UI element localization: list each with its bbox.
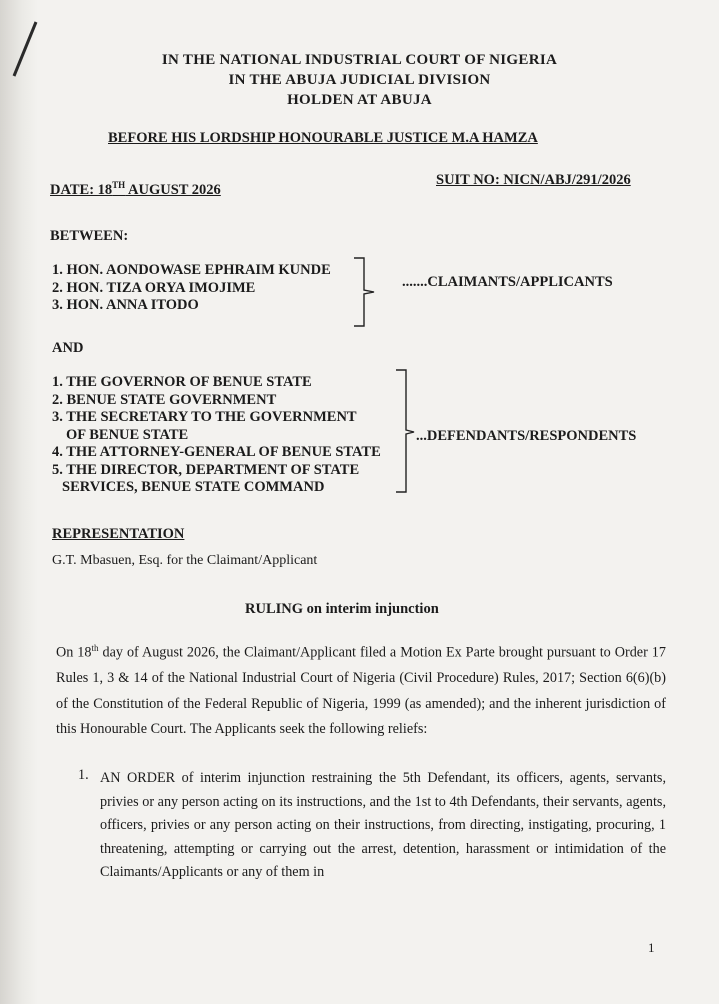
date-ordinal: TH bbox=[112, 180, 126, 190]
representation-heading: REPRESENTATION bbox=[52, 526, 185, 542]
date-month-year: AUGUST 2026 bbox=[125, 181, 221, 198]
court-holden: HOLDEN AT ABUJA bbox=[287, 92, 432, 108]
defendant-3-cont: OF BENUE STATE bbox=[66, 426, 189, 443]
before-justice: BEFORE HIS LORDSHIP HONOURABLE JUSTICE M.A HAMZA bbox=[108, 130, 538, 146]
claimants-role: .......CLAIMANTS/APPLICANTS bbox=[402, 274, 613, 290]
suit-number: SUIT NO: NICN/ABJ/291/2026 bbox=[436, 172, 631, 188]
pen-stroke-mark bbox=[6, 20, 40, 80]
defendant-3: 3. THE SECRETARY TO THE GOVERNMENT bbox=[52, 409, 357, 425]
hearing-date bbox=[50, 180, 221, 199]
defendant-5-cont: SERVICES, BENUE STATE COMMAND bbox=[62, 479, 325, 495]
claimants-brace bbox=[352, 256, 382, 330]
claimant-1: 1. HON. AONDOWASE EPHRAIM KUNDE bbox=[52, 262, 331, 278]
defendant-2: 2. BENUE STATE GOVERNMENT bbox=[52, 391, 277, 408]
page-number: 1 bbox=[648, 940, 655, 955]
claimant-2: 2. HON. TIZA ORYA IMOJIME bbox=[52, 279, 256, 296]
date-day: DATE: 18 bbox=[50, 181, 113, 198]
relief-1-text: AN ORDER of interim injunction restraining the 5th Defendant, its officers, agents, servants, privies or any person acting on its instructions, and the 1st to 4th Defendants, their servants, agents, officers, privies or any person acting on their instructions, from directing, instigating, procuring, 1 threatening, attempting or carrying out the arrest, detention, harassment or intimidation of the Claimants/Applicants or any of them in bbox=[100, 770, 666, 880]
para1-date-day: On 18 bbox=[56, 644, 92, 661]
scan-shadow-edge bbox=[0, 0, 38, 1004]
court-division: IN THE ABUJA JUDICIAL DIVISION bbox=[228, 72, 491, 88]
between-label: BETWEEN: bbox=[50, 228, 129, 244]
representation-text: G.T. Mbasuen, Esq. for the Claimant/Applicant bbox=[52, 553, 318, 568]
claimants-list bbox=[52, 262, 331, 315]
defendants-list bbox=[52, 374, 381, 497]
defendant-5: 5. THE DIRECTOR, DEPARTMENT OF STATE bbox=[52, 461, 360, 478]
defendant-1: 1. THE GOVERNOR OF BENUE STATE bbox=[52, 374, 312, 390]
relief-1-number: 1. bbox=[78, 767, 89, 783]
defendant-4: 4. THE ATTORNEY-GENERAL OF BENUE STATE bbox=[52, 444, 381, 460]
defendants-role: ...DEFENDANTS/RESPONDENTS bbox=[416, 428, 637, 444]
ruling-paragraph-1 bbox=[56, 636, 666, 743]
and-label: AND bbox=[52, 340, 84, 356]
court-name: IN THE NATIONAL INDUSTRIAL COURT OF NIGERIA bbox=[161, 52, 558, 68]
claimant-3: 3. HON. ANNA ITODO bbox=[52, 297, 199, 313]
ruling-title: RULING on interim injunction bbox=[245, 601, 439, 617]
para1-text: day of August 2026, the Claimant/Applicant filed a Motion Ex Parte brought pursuant to Order 17 Rules 1, 3 & 14 of the National Industrial Court of Nigeria (Civil Procedure) Rules, 2017; Section 6(6)(b) of the Constitution of the Federal Republic of Nigeria, 1999 (as amended); and the inherent jurisdiction of this Honourable Court. The Applicants seek the following reliefs: bbox=[56, 644, 666, 738]
para1-ordinal: th bbox=[91, 643, 99, 653]
